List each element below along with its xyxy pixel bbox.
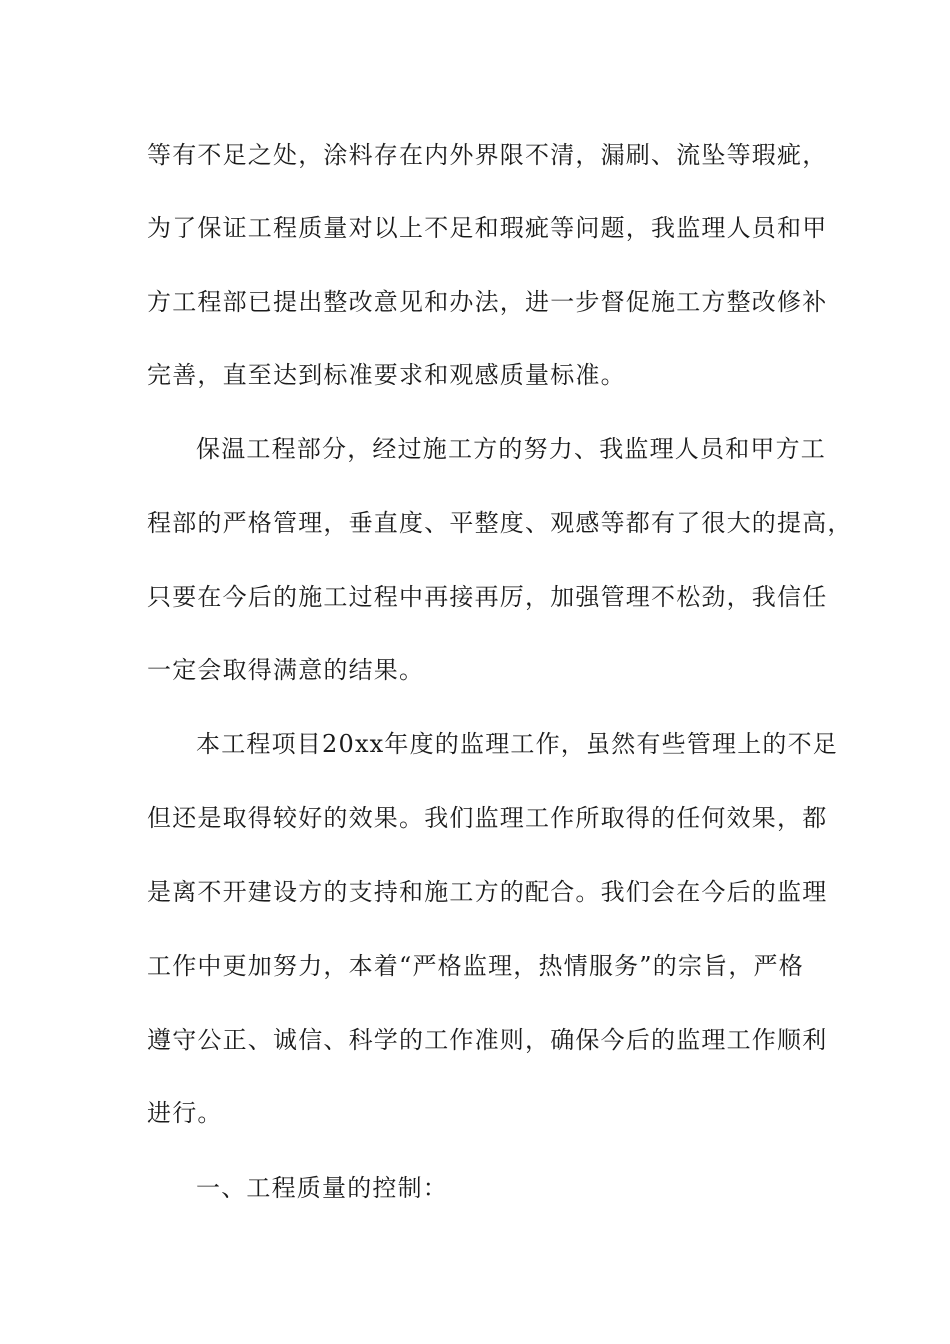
paragraph-line: 等有不足之处，涂料存在内外界限不清，漏刷、流坠等瑕疵， xyxy=(147,141,828,169)
paragraph-line: 是离不开建设方的支持和施工方的配合。我们会在今后的监理 xyxy=(147,878,828,906)
paragraph-line: 但还是取得较好的效果。我们监理工作所取得的任何效果，都 xyxy=(147,804,828,832)
paragraph-line: 只要在今后的施工过程中再接再厉，加强管理不松劲，我信任 xyxy=(147,583,828,611)
paragraph-line: 进行。 xyxy=(147,1099,223,1127)
paragraph-line: 完善，直至达到标准要求和观感质量标准。 xyxy=(147,361,626,389)
paragraph-line: 工作中更加努力，本着“严格监理，热情服务”的宗旨，严格 xyxy=(147,952,804,980)
section-heading: 一、工程质量的控制： xyxy=(196,1174,448,1202)
paragraph-line: 遵守公正、诚信、科学的工作准则，确保今后的监理工作顺利 xyxy=(147,1026,828,1054)
paragraph-line: 为了保证工程质量对以上不足和瑕疵等问题，我监理人员和甲 xyxy=(147,214,828,242)
paragraph-line: 方工程部已提出整改意见和办法，进一步督促施工方整改修补 xyxy=(147,288,828,316)
paragraph-line: 保温工程部分，经过施工方的努力、我监理人员和甲方工 xyxy=(196,435,826,463)
paragraph-line: 程部的严格管理，垂直度、平整度、观感等都有了很大的提高， xyxy=(147,509,853,537)
paragraph-line: 本工程项目20xx年度的监理工作，虽然有些管理上的不足 xyxy=(196,730,839,758)
paragraph-line: 一定会取得满意的结果。 xyxy=(147,656,425,684)
